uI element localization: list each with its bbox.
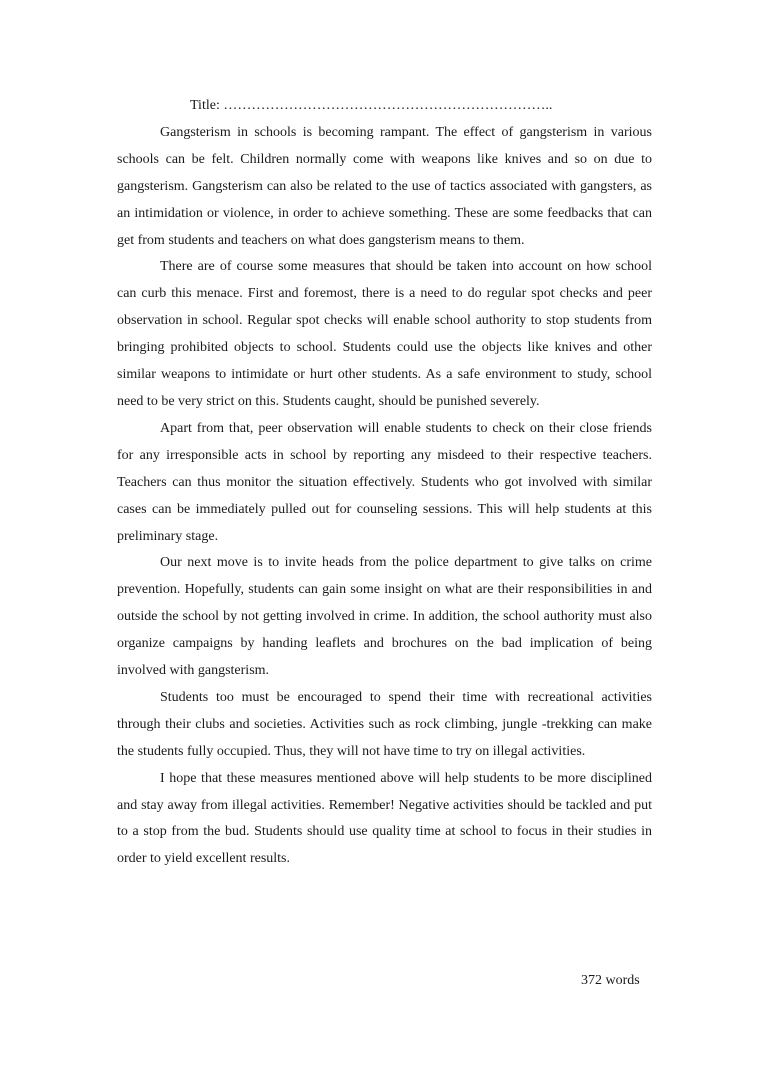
title-line: Title: …………………………………………………………….. — [190, 98, 553, 113]
paragraph-recreational-activities: Students too must be encouraged to spend their time with recreational activities through their clubs and societies. Activities such as rock climbing, jungle -trekking can make the students fully occupied. Thus, they will not have time to try on illegal activities. — [117, 689, 652, 759]
paragraph-peer-observation: Apart from that, peer observation will enable students to check on their close friends for any irresponsible acts in school by reporting any misdeed to their respective teachers. Teachers can thus monitor the situation effectively. Students who got involved with similar cases can be immediately pulled out for counseling sessions. This will help students at this preliminary stage. — [117, 420, 652, 544]
paragraph-police-talks: Our next move is to invite heads from the police department to give talks on crime prevention. Hopefully, students can gain some insight on what are their responsibilities in and outside the school by not getting involved in crime. In addition, the school authority must also organize campaigns by handing leaflets and brochures on the bad implication of being involved with gangsterism. — [117, 555, 652, 679]
paragraph-measures: There are of course some measures that should be taken into account on how school can curb this menace. First and foremost, there is a need to do regular spot checks and peer observation in school. Regular spot checks will enable school authority to stop students from bringing prohibited objects to school. Students could use the objects like knives and other similar weapons to intimidate or hurt other students. As a safe environment to study, school need to be very strict on this. Students caught, should be punished severely. — [117, 259, 652, 409]
paragraph-conclusion: I hope that these measures mentioned above will help students to be more disciplined and stay away from illegal activities. Remember! Negative activities should be tackled and put to a stop from the bud. Students should use quality time at school to focus in their studies in order to yield excellent results. — [117, 770, 652, 867]
word-count: 372 words — [581, 973, 640, 988]
paragraph-intro: Gangsterism in schools is becoming rampant. The effect of gangsterism in various schools can be felt. Children normally come with weapons like knives and so on due to gangsterism. Gangsterism can also be related to the use of tactics associated with gangsters, as an intimidation or violence, in order to achieve something. These are some feedbacks that can get from students and teachers on what does gangsterism means to them. — [117, 124, 652, 248]
essay-body — [117, 93, 652, 873]
